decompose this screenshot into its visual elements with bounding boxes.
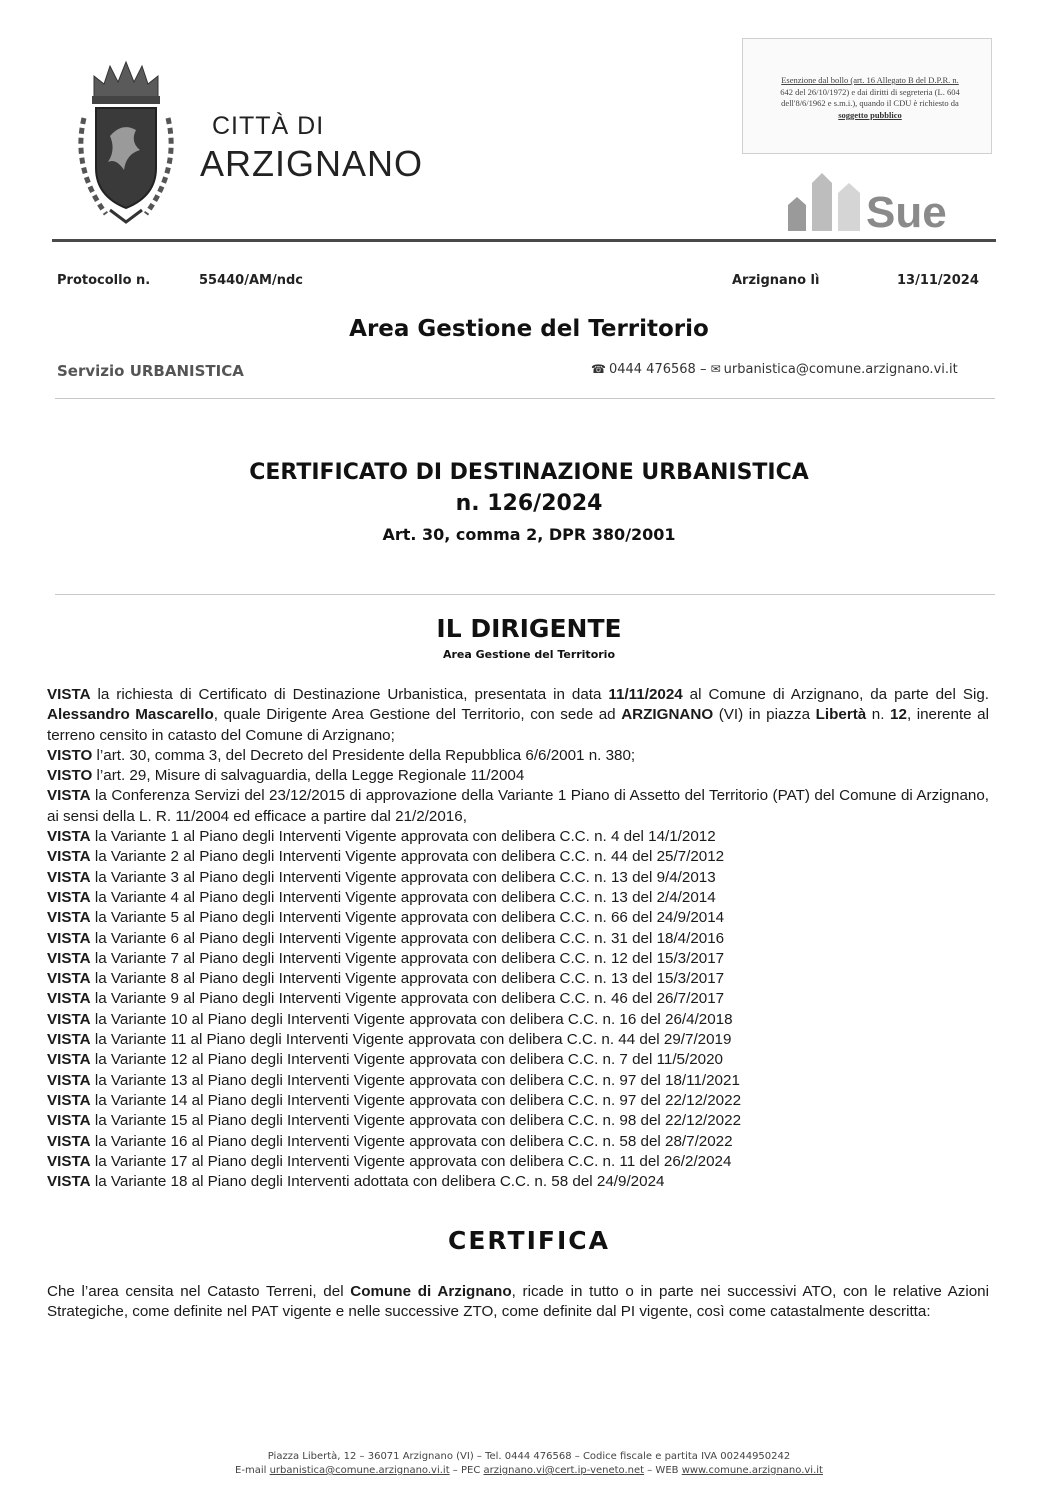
variante-item [47,1050,989,1070]
keyword: VISTA [47,868,91,886]
footer-label: E-mail [235,1465,270,1476]
area-title: Area Gestione del Territorio [349,316,709,342]
comune-name: Comune di Arzignano [350,1283,512,1300]
contact-separator: – [699,362,707,377]
stamp-line: 642 del 26/10/1972) e dai diritti di segreteria (L. 604 [780,86,960,97]
keyword: VISTA [47,1031,91,1049]
text-run: (VI) in piazza [713,706,816,724]
text-run: la Variante 16 al Piano degli Interventi Vigente approvata con delibera C.C. n. 58 del 28/7/2022 [90,1132,733,1150]
certificate-title: CERTIFICATO DI DESTINAZIONE URBANISTICA [249,460,809,485]
keyword: VISTO [47,746,93,764]
keyword: VISTA [47,929,91,947]
keyword: VISTA [47,1173,91,1191]
text-run: la Variante 18 al Piano degli Interventi adottata con delibera C.C. n. 58 del 24/9/2024 [90,1173,665,1191]
text-run: la Variante 6 al Piano degli Interventi Vigente approvata con delibera C.C. n. 31 del 18/4/2016 [90,929,725,947]
stamp-box [742,38,992,154]
text-run: Che l’area censita nel Catasto Terreni, del [47,1283,351,1300]
variante-item [47,1152,989,1172]
text-run: n. [866,706,891,724]
paragraph-visto [47,766,989,786]
paragraph-conferenza [47,786,989,827]
text-run: l’art. 30, comma 3, del Decreto del Presidente della Repubblica 6/6/2001 n. 380; [92,746,636,764]
keyword: VISTA [47,888,91,906]
mail-icon: ✉ [710,362,721,376]
sue-logo-text: Sue [866,188,947,231]
variante-item [47,1132,989,1152]
footer-contacts [0,1465,1058,1476]
signatory-subtitle: Area Gestione del Territorio [442,648,616,661]
keyword: VISTA [47,1112,91,1130]
keyword: VISTA [47,828,91,846]
protocol-number: 55440/AM/ndc [199,273,303,288]
variante-item [47,1030,989,1050]
place-label: Arzignano lì [732,273,820,288]
text-run: la Variante 15 al Piano degli Interventi Vigente approvata con delibera C.C. n. 98 del 22/12/2022 [90,1112,742,1130]
sue-logo [788,165,978,231]
keyword: VISTA [47,686,91,703]
keyword: VISTA [47,848,91,866]
footer-label: – PEC [449,1465,484,1476]
keyword: VISTA [47,1010,91,1028]
protocol-date: 13/11/2024 [897,273,979,288]
certifica-heading: CERTIFICA [448,1226,610,1255]
variante-item [47,908,989,928]
keyword: VISTA [47,1152,91,1170]
certifica-paragraph [47,1282,989,1323]
keyword: VISTA [47,1091,91,1109]
office-divider [55,398,995,399]
text-run: la Variante 1 al Piano degli Interventi Vigente approvata con delibera C.C. n. 4 del 14/1/2012 [90,828,716,846]
keyword: VISTO [47,767,93,785]
footer-address: Piazza Libertà, 12 – 36071 Arzignano (VI) – Tel. 0444 476568 – Codice fiscale e partita IVA 00244950242 [267,1451,791,1462]
footer-web-link[interactable]: www.comune.arzignano.vi.it [681,1465,823,1476]
certificate-divider [55,594,995,595]
certificate-number: n. 126/2024 [455,491,603,516]
certificate-reference: Art. 30, comma 2, DPR 380/2001 [382,525,676,544]
footer-email-link[interactable]: urbanistica@comune.arzignano.vi.it [269,1465,450,1476]
signatory-title: IL DIRIGENTE [436,614,622,643]
keyword: VISTA [47,909,91,927]
variante-item [47,989,989,1009]
footer-label: – WEB [644,1465,682,1476]
stamp-line: soggetto pubblico [838,109,902,120]
text-run: la Variante 10 al Piano degli Interventi Vigente approvata con delibera C.C. n. 16 del 26/4/2018 [90,1010,733,1028]
stamp-line: dell'8/6/1962 e s.m.i.), quando il CDU è richiesto da [781,98,959,108]
body-text [47,685,989,1192]
variante-item [47,1111,989,1131]
variante-item [47,827,989,847]
applicant-number: 12 [890,706,907,724]
text-run: la Variante 9 al Piano degli Interventi Vigente approvata con delibera C.C. n. 46 del 26/7/2017 [90,990,725,1008]
keyword: VISTA [47,787,91,805]
variante-item [47,847,989,867]
text-run: la Variante 2 al Piano degli Interventi Vigente approvata con delibera C.C. n. 44 del 25/7/2012 [90,848,725,866]
request-date: 11/11/2024 [608,686,683,703]
variante-item [47,949,989,969]
city-label-small: CITTÀ DI [212,112,325,140]
variante-item [47,868,989,888]
municipal-crest-icon [66,58,186,230]
text-run: la Variante 3 al Piano degli Interventi Vigente approvata con delibera C.C. n. 13 del 9/4/2013 [90,868,716,886]
variante-item [47,1172,989,1192]
text-run: la Conferenza Servizi del 23/12/2015 di approvazione della Variante 1 Piano di Assetto del Territorio (PAT) del Comune di Arzignano, ai sensi della L. R. 11/2004 ed efficace a partire dal 21/2/2016, [47,787,989,825]
variante-item [47,1010,989,1030]
protocol-label: Protocollo n. [57,273,151,288]
text-run: la Variante 7 al Piano degli Interventi Vigente approvata con delibera C.C. n. 12 del 15/3/2017 [90,949,725,967]
applicant-city: ARZIGNANO [621,706,714,724]
text-run: la Variante 13 al Piano degli Interventi Vigente approvata con delibera C.C. n. 97 del 18/11/2021 [90,1071,740,1089]
paragraph-visto [47,746,989,766]
text-run: , ricade in tutto o in parte nei successivi ATO, con le relative Azioni Strategiche, come definite nel PAT vigente e nelle successive ZTO, come definite dal PI vigente, così come catastalmente descritta: [47,1283,989,1321]
text-run: , quale Dirigente Area Gestione del Territorio, con sede ad [213,706,622,724]
text-run: la richiesta di Certificato di Destinazione Urbanistica, presentata in data [90,686,609,703]
city-name: ARZIGNANO [200,143,424,184]
stamp-line: Esenzione dal bollo (art. 16 Allegato B del D.P.R. n. [781,75,959,85]
keyword: VISTA [47,1132,91,1150]
variante-item [47,1071,989,1091]
applicant-name: Alessandro Mascarello [47,706,214,724]
text-run: al Comune di Arzignano, da parte del Sig. [682,686,989,703]
keyword: VISTA [47,949,91,967]
applicant-square: Libertà [815,706,867,724]
variante-item [47,1091,989,1111]
variante-item [47,929,989,949]
text-run: la Variante 4 al Piano degli Interventi Vigente approvata con delibera C.C. n. 13 del 2/4/2014 [90,888,716,906]
header-divider [52,239,996,242]
variante-item [47,888,989,908]
keyword: VISTA [47,1051,91,1069]
text-run: la Variante 12 al Piano degli Interventi Vigente approvata con delibera C.C. n. 7 del 11/5/2020 [90,1051,724,1069]
keyword: VISTA [47,970,91,988]
keyword: VISTA [47,990,91,1008]
keyword: VISTA [47,1071,91,1089]
contact-line [591,362,958,377]
text-run: la Variante 14 al Piano degli Interventi Vigente approvata con delibera C.C. n. 97 del 22/12/2022 [90,1091,742,1109]
text-run: la Variante 5 al Piano degli Interventi Vigente approvata con delibera C.C. n. 66 del 24/9/2014 [90,909,725,927]
office-email: urbanistica@comune.arzignano.vi.it [723,362,958,377]
text-run: la Variante 17 al Piano degli Interventi Vigente approvata con delibera C.C. n. 11 del 26/2/2024 [90,1152,732,1170]
service-name: Servizio URBANISTICA [57,362,244,380]
text-run: la Variante 11 al Piano degli Interventi Vigente approvata con delibera C.C. n. 44 del 29/7/2019 [90,1031,732,1049]
variante-item [47,969,989,989]
footer-pec-link[interactable]: arzignano.vi@cert.ip-veneto.net [483,1465,645,1476]
text-run: la Variante 8 al Piano degli Interventi Vigente approvata con delibera C.C. n. 13 del 15/3/2017 [90,970,725,988]
text-run: , inerente al terreno censito in catasto del Comune di Arzignano; [47,706,989,744]
text-run: l’art. 29, Misure di salvaguardia, della Legge Regionale 11/2004 [92,767,525,785]
phone-icon: ☎ [591,362,606,376]
paragraph-request [47,685,989,746]
phone-number: 0444 476568 [608,362,696,377]
